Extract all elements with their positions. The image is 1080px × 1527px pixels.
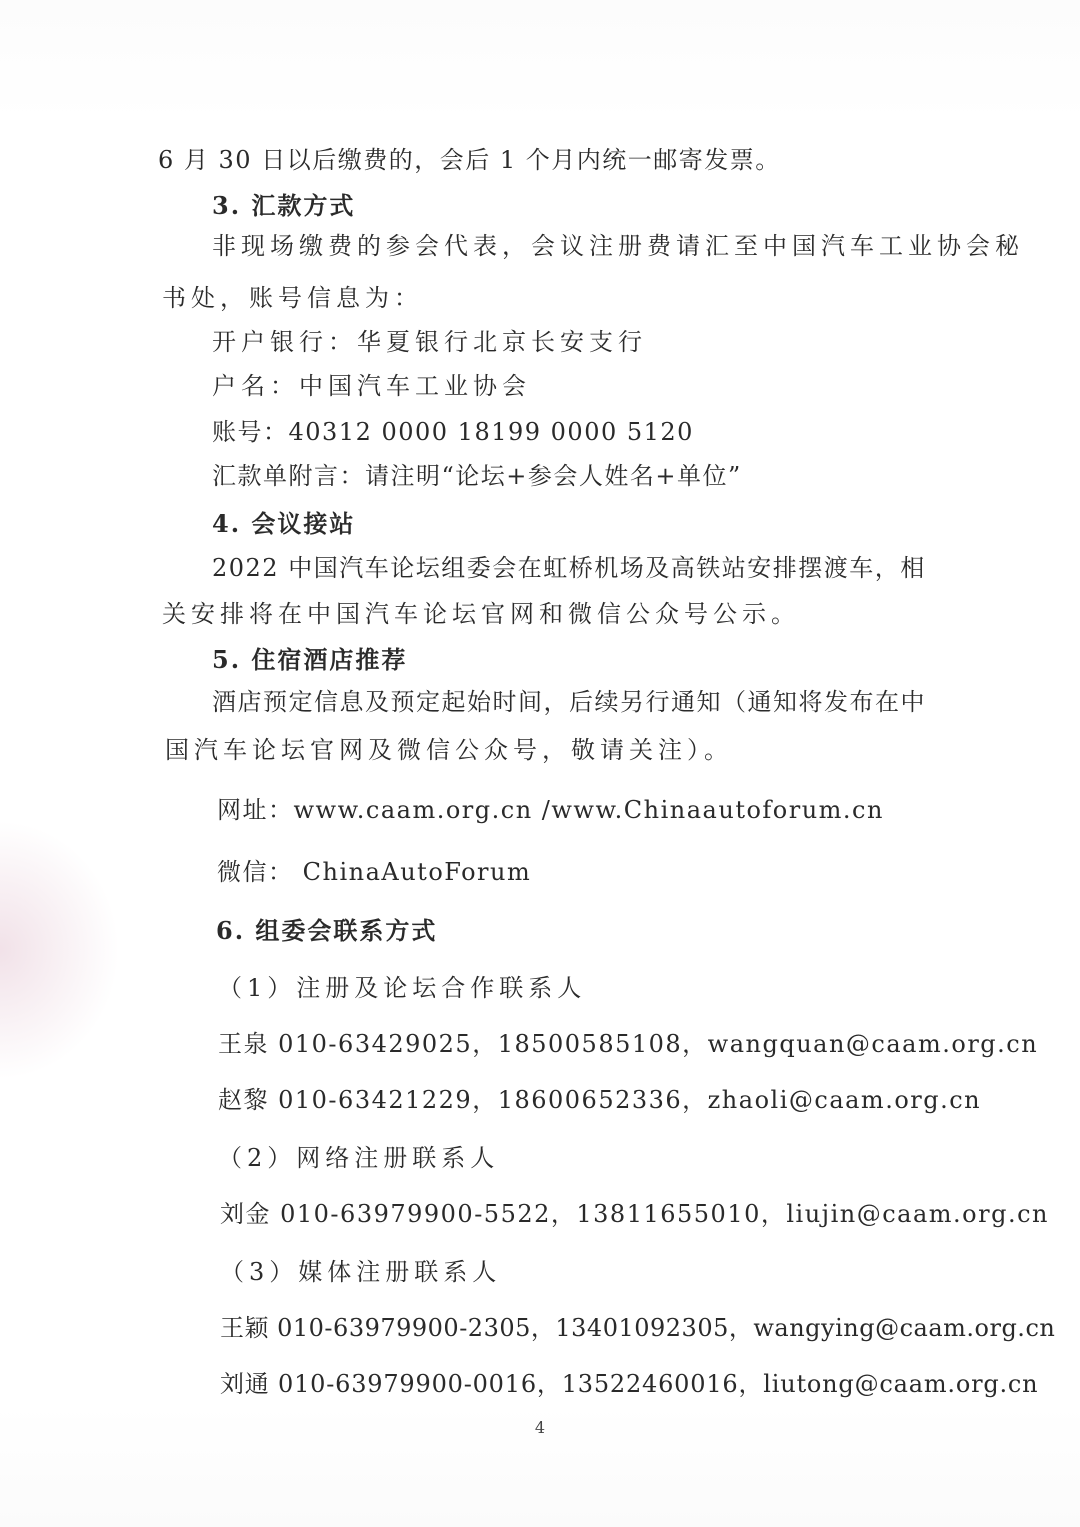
contact-line: 刘通 010-63979900-0016，13522460016，liutong@caam.org.cn xyxy=(220,1370,1039,1398)
text-line: 国汽车论坛官网及微信公众号，敬请关注）。 xyxy=(165,736,733,764)
section-heading: 3. 汇款方式 xyxy=(212,191,356,220)
text-line: 非现场缴费的参会代表，会议注册费请汇至中国汽车工业协会秘 xyxy=(212,232,1024,260)
text-line: 关安排将在中国汽车论坛官网和微信公众号公示。 xyxy=(162,600,800,628)
section-heading: 6. 组委会联系方式 xyxy=(216,916,438,945)
section-heading: 4. 会议接站 xyxy=(212,509,356,538)
contact-line: 赵黎 010-63421229，18600652336，zhaoli@caam.org.cn xyxy=(218,1086,982,1114)
contact-line: 王泉 010-63429025，18500585108，wangquan@caam.org.cn xyxy=(218,1030,1039,1058)
contact-group-label: （3）媒体注册联系人 xyxy=(220,1258,502,1286)
website-line: 网址：www.caam.org.cn /www.Chinaautoforum.cn xyxy=(217,796,884,824)
contact-group-label: （2）网络注册联系人 xyxy=(218,1144,500,1172)
text-line: 6 月 30 日以后缴费的，会后 1 个月内统一邮寄发票。 xyxy=(158,146,781,174)
page-number: 4 xyxy=(534,1418,546,1437)
text-line: 开户银行：华夏银行北京长安支行 xyxy=(212,328,647,356)
contact-line: 刘金 010-63979900-5522，13811655010，liujin@caam.org.cn xyxy=(220,1200,1049,1228)
contact-line: 王颖 010-63979900-2305，13401092305，wangying@caam.org.cn xyxy=(220,1314,1056,1342)
scan-smudge xyxy=(0,820,120,1080)
text-line: 账号：40312 0000 18199 0000 5120 xyxy=(212,418,694,446)
text-line: 汇款单附言：请注明“论坛+参会人姓名+单位” xyxy=(212,462,742,490)
contact-group-label: （1）注册及论坛合作联系人 xyxy=(218,974,587,1002)
text-line: 户名：中国汽车工业协会 xyxy=(212,372,531,400)
text-line: 酒店预定信息及预定起始时间，后续另行通知（通知将发布在中 xyxy=(212,688,926,716)
text-line: 2022 中国汽车论坛组委会在虹桥机场及高铁站安排摆渡车，相 xyxy=(212,554,926,582)
wechat-line: 微信： ChinaAutoForum xyxy=(217,858,532,886)
section-heading: 5. 住宿酒店推荐 xyxy=(212,645,408,674)
text-line: 书处，账号信息为： xyxy=(162,284,423,312)
